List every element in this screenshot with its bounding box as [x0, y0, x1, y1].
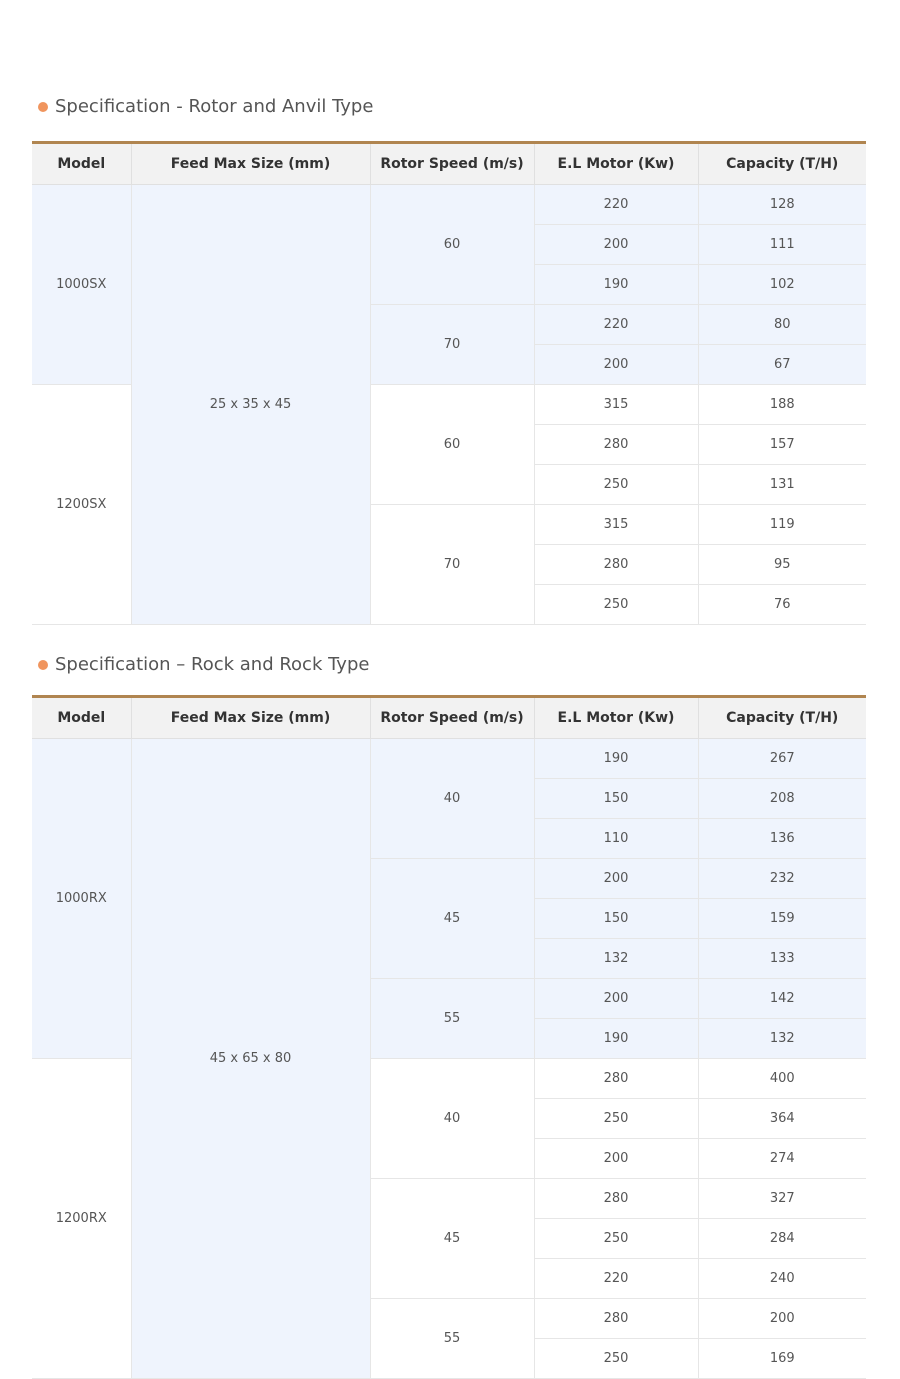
el-motor-cell: 280 — [534, 1299, 698, 1339]
header-el-motor: E.L Motor (Kw) — [534, 697, 698, 739]
el-motor-cell: 250 — [534, 465, 698, 505]
el-motor-cell: 250 — [534, 1339, 698, 1379]
header-rotor-speed: Rotor Speed (m/s) — [370, 143, 534, 185]
capacity-cell: 267 — [698, 739, 866, 779]
el-motor-cell: 132 — [534, 939, 698, 979]
rotor-speed-cell: 55 — [370, 1299, 534, 1379]
capacity-cell: 132 — [698, 1019, 866, 1059]
header-el-motor: E.L Motor (Kw) — [534, 143, 698, 185]
header-feed-max-size: Feed Max Size (mm) — [131, 697, 370, 739]
rotor-speed-cell: 55 — [370, 979, 534, 1059]
capacity-cell: 128 — [698, 185, 866, 225]
header-rotor-speed: Rotor Speed (m/s) — [370, 697, 534, 739]
capacity-cell: 169 — [698, 1339, 866, 1379]
capacity-cell: 111 — [698, 225, 866, 265]
spec-table-rock-rock — [32, 695, 866, 1379]
el-motor-cell: 220 — [534, 185, 698, 225]
capacity-cell: 232 — [698, 859, 866, 899]
el-motor-cell: 280 — [534, 425, 698, 465]
rotor-speed-cell: 45 — [370, 1179, 534, 1299]
section-title-text: Specification - Rotor and Anvil Type — [55, 96, 374, 117]
capacity-cell: 102 — [698, 265, 866, 305]
capacity-cell: 95 — [698, 545, 866, 585]
el-motor-cell: 250 — [534, 1219, 698, 1259]
capacity-cell: 76 — [698, 585, 866, 625]
el-motor-cell: 110 — [534, 819, 698, 859]
table-header-row — [32, 697, 866, 739]
capacity-cell: 133 — [698, 939, 866, 979]
capacity-cell: 136 — [698, 819, 866, 859]
capacity-cell: 131 — [698, 465, 866, 505]
model-cell: 1200SX — [32, 385, 131, 625]
el-motor-cell: 315 — [534, 505, 698, 545]
capacity-cell: 274 — [698, 1139, 866, 1179]
section-title-rock-rock — [38, 654, 369, 675]
el-motor-cell: 220 — [534, 305, 698, 345]
el-motor-cell: 200 — [534, 345, 698, 385]
el-motor-cell: 200 — [534, 979, 698, 1019]
el-motor-cell: 250 — [534, 585, 698, 625]
table-row — [32, 185, 866, 225]
el-motor-cell: 280 — [534, 1059, 698, 1099]
model-cell: 1000SX — [32, 185, 131, 385]
el-motor-cell: 150 — [534, 779, 698, 819]
capacity-cell: 157 — [698, 425, 866, 465]
el-motor-cell: 280 — [534, 1179, 698, 1219]
header-model: Model — [32, 697, 131, 739]
rotor-speed-cell: 70 — [370, 505, 534, 625]
header-feed-max-size: Feed Max Size (mm) — [131, 143, 370, 185]
model-cell: 1200RX — [32, 1059, 131, 1379]
el-motor-cell: 150 — [534, 899, 698, 939]
el-motor-cell: 190 — [534, 265, 698, 305]
header-model: Model — [32, 143, 131, 185]
section-title-rotor-anvil — [38, 96, 373, 117]
table-row — [32, 739, 866, 779]
section-title-text: Specification – Rock and Rock Type — [55, 654, 370, 675]
rotor-speed-cell: 40 — [370, 1059, 534, 1179]
capacity-cell: 400 — [698, 1059, 866, 1099]
bullet-dot-icon — [38, 102, 48, 112]
el-motor-cell: 280 — [534, 545, 698, 585]
capacity-cell: 80 — [698, 305, 866, 345]
el-motor-cell: 200 — [534, 225, 698, 265]
capacity-cell: 188 — [698, 385, 866, 425]
rotor-speed-cell: 40 — [370, 739, 534, 859]
bullet-dot-icon — [38, 660, 48, 670]
capacity-cell: 119 — [698, 505, 866, 545]
capacity-cell: 142 — [698, 979, 866, 1019]
el-motor-cell: 190 — [534, 739, 698, 779]
el-motor-cell: 200 — [534, 1139, 698, 1179]
capacity-cell: 240 — [698, 1259, 866, 1299]
header-capacity: Capacity (T/H) — [698, 697, 866, 739]
el-motor-cell: 315 — [534, 385, 698, 425]
el-motor-cell: 200 — [534, 859, 698, 899]
header-capacity: Capacity (T/H) — [698, 143, 866, 185]
model-cell: 1000RX — [32, 739, 131, 1059]
table-header-row — [32, 143, 866, 185]
capacity-cell: 159 — [698, 899, 866, 939]
rotor-speed-cell: 70 — [370, 305, 534, 385]
spec-table-rotor-anvil — [32, 141, 866, 625]
rotor-speed-cell: 45 — [370, 859, 534, 979]
el-motor-cell: 190 — [534, 1019, 698, 1059]
el-motor-cell: 250 — [534, 1099, 698, 1139]
capacity-cell: 364 — [698, 1099, 866, 1139]
capacity-cell: 327 — [698, 1179, 866, 1219]
feed-max-size-cell: 45 x 65 x 80 — [131, 739, 370, 1379]
capacity-cell: 67 — [698, 345, 866, 385]
rotor-speed-cell: 60 — [370, 185, 534, 305]
capacity-cell: 208 — [698, 779, 866, 819]
rotor-speed-cell: 60 — [370, 385, 534, 505]
capacity-cell: 200 — [698, 1299, 866, 1339]
el-motor-cell: 220 — [534, 1259, 698, 1299]
feed-max-size-cell: 25 x 35 x 45 — [131, 185, 370, 625]
capacity-cell: 284 — [698, 1219, 866, 1259]
